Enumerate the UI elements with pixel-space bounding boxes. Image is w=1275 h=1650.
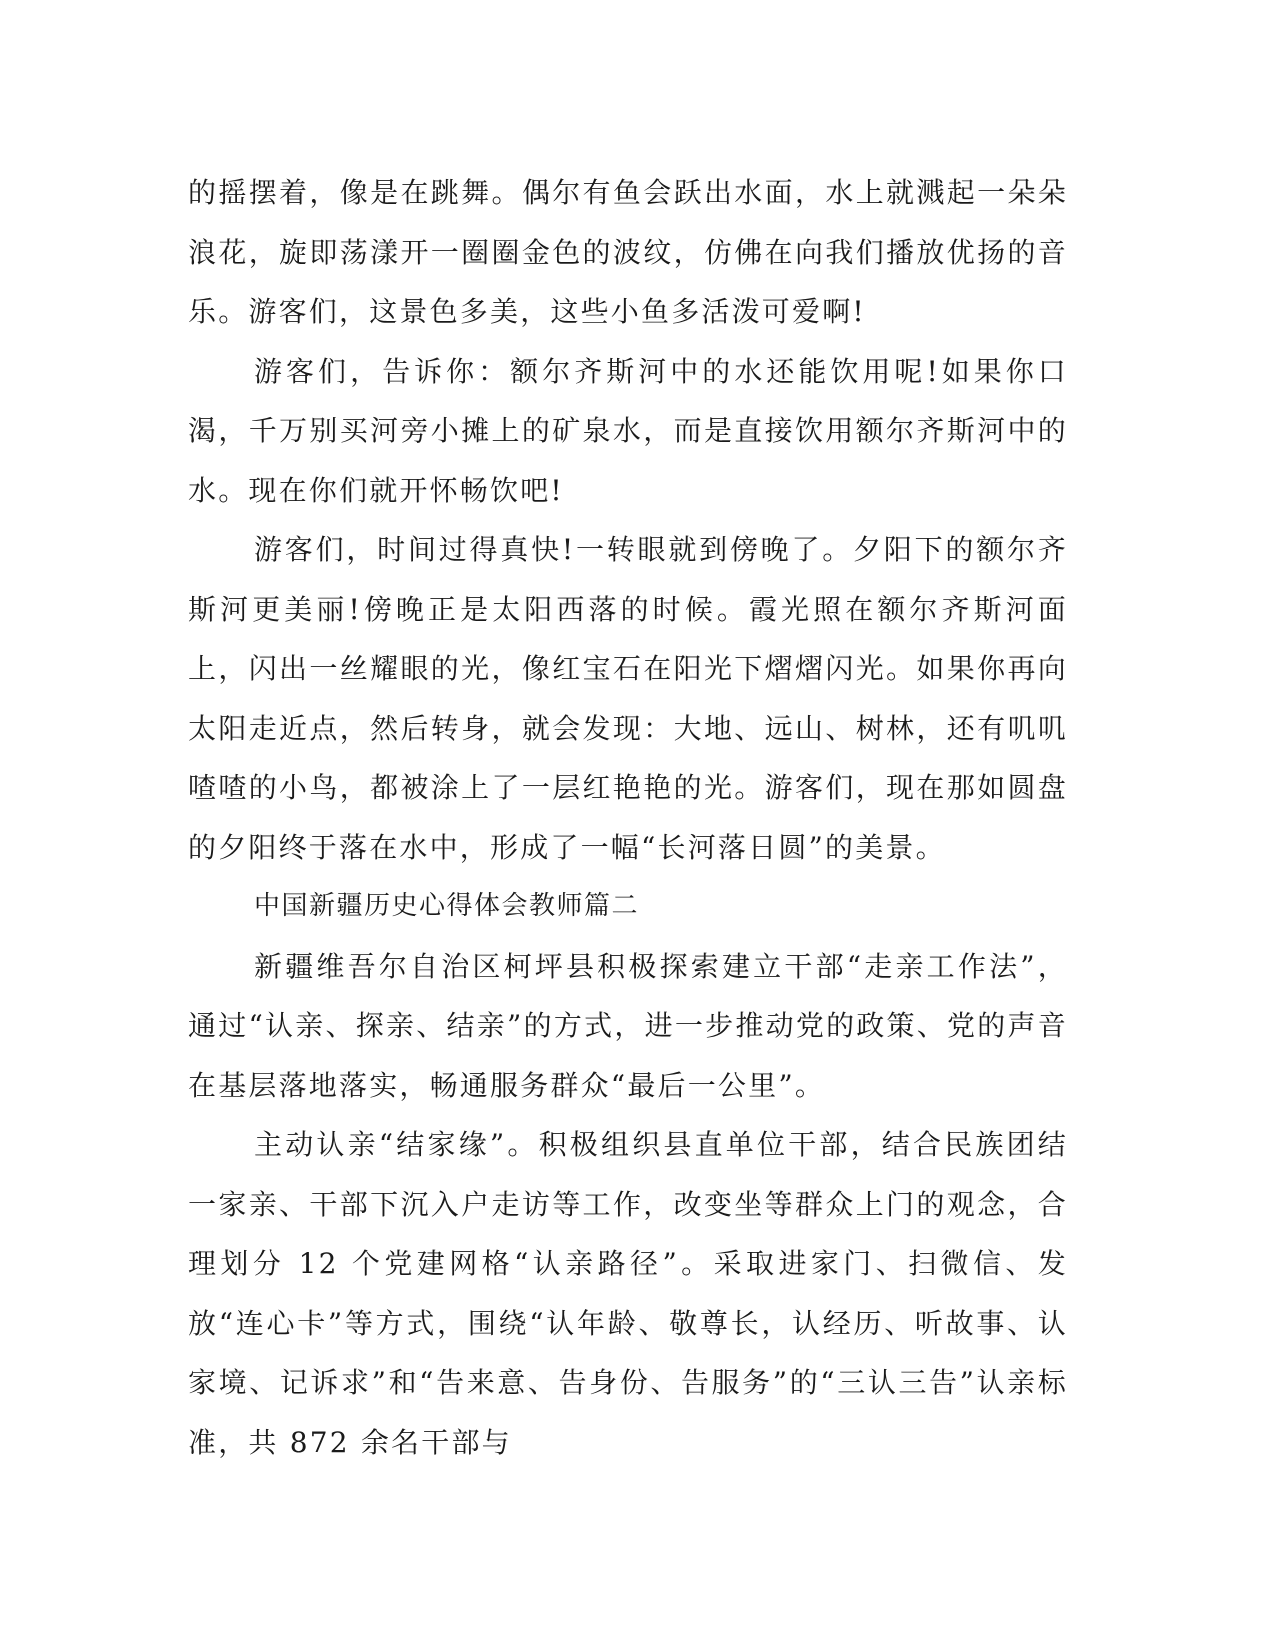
paragraph-family-ties: 主动认亲“结家缘”。积极组织县直单位干部，结合民族团结一家亲、干部下沉入户走访等工作，改变坐等群众上门的观念，合理划分 12 个党建网格“认亲路径”。采取进家门、扫微信、发放“连心卡”等方式，围绕“认年龄、敬尊长，认经历、听故事、认家境、记诉求”和“告来意、告身份、告服务”的“三认三告”认亲标准，共 872 余名干部与 — [188, 1128, 1068, 1459]
paragraph-kalpin-county: 新疆维吾尔自治区柯坪县积极探索建立干部“走亲工作法”，通过“认亲、探亲、结亲”的方式，进一步推动党的政策、党的声音在基层落地落实，畅通服务群众“最后一公里”。 — [188, 949, 1068, 1102]
document-body — [188, 163, 1068, 1472]
section-heading: 中国新疆历史心得体会教师篇二 — [254, 891, 640, 921]
paragraph-sunset: 游客们，时间过得真快!一转眼就到傍晚了。夕阳下的额尔齐斯河更美丽!傍晚正是太阳西落的时候。霞光照在额尔齐斯河面上，闪出一丝耀眼的光，像红宝石在阳光下熠熠闪光。如果你再向太阳走近点，然后转身，就会发现：大地、远山、树林，还有叽叽喳喳的小鸟，都被涂上了一层红艳艳的光。游客们，现在那如圆盘的夕阳终于落在水中，形成了一幅“长河落日圆”的美景。 — [188, 533, 1068, 864]
paragraph-drinking-water: 游客们，告诉你：额尔齐斯河中的水还能饮用呢!如果你口渴，千万别买河旁小摊上的矿泉水，而是直接饮用额尔齐斯河中的水。现在你们就开怀畅饮吧! — [188, 354, 1068, 507]
paragraph-river-dance: 的摇摆着，像是在跳舞。偶尔有鱼会跃出水面，水上就溅起一朵朵浪花，旋即荡漾开一圈圈金色的波纹，仿佛在向我们播放优扬的音乐。游客们，这景色多美，这些小鱼多活泼可爱啊! — [188, 176, 1068, 328]
